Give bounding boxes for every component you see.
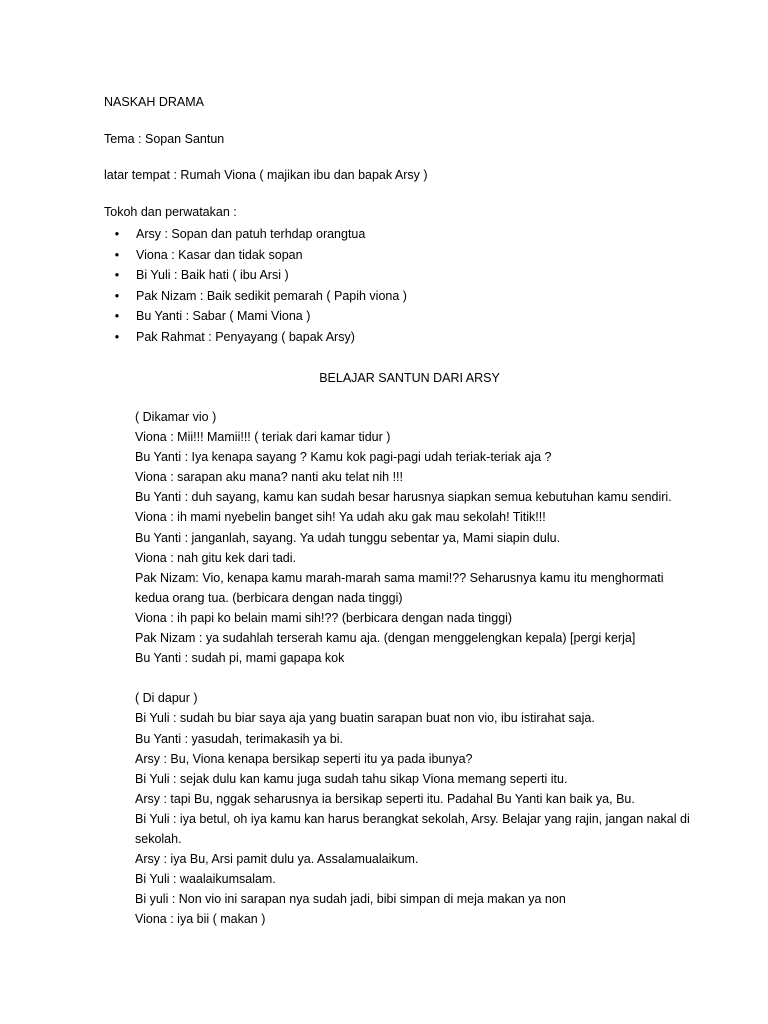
script-body [135,407,695,929]
scene-kitchen [135,688,695,929]
bullet-icon: • [114,288,120,303]
dialogue-line: Arsy : iya Bu, Arsi pamit dulu ya. Assalamualaikum. [135,852,419,867]
character-item [112,288,672,309]
dialogue-line: Viona : ih papi ko belain mami sih!?? (berbicara dengan nada tinggi) [135,610,513,625]
dialogue-line: Pak Nizam : ya sudahlah terserah kamu aja. (dengan menggelengkan kepala) [pergi kerja] [135,631,636,646]
stage-direction: ( Dikamar vio ) [135,410,217,424]
dialogue-line: Bu Yanti : sudah pi, mami gapapa kok [135,651,345,666]
character-text: Viona : Kasar dan tidak sopan [136,247,303,262]
character-list [112,226,672,349]
characters-heading: Tokoh dan perwatakan : [104,204,237,219]
dialogue-line: Viona : nah gitu kek dari tadi. [135,550,296,565]
bullet-icon: • [114,309,120,323]
character-item [112,308,672,329]
character-item [112,247,672,268]
character-text: Arsy : Sopan dan patuh terhdap orangtua [136,227,366,241]
character-text: Bi Yuli : Baik hati ( ibu Arsi ) [136,268,289,282]
dialogue-line: Viona : ih mami nyebelin banget sih! Ya udah aku gak mau sekolah! Titik!!! [135,510,546,525]
document-heading: NASKAH DRAMA [104,95,205,109]
bullet-icon: • [114,247,120,262]
dialogue-line: Bu Yanti : janganlah, sayang. Ya udah tunggu sebentar ya, Mami siapin dulu. [135,530,561,545]
dialogue-line: Bu Yanti : duh sayang, kamu kan sudah besar harusnya siapkan semua kebutuhan kamu sendiri. [135,490,672,505]
dialogue-line: Viona : sarapan aku mana? nanti aku telat nih !!! [135,470,404,485]
character-text: Pak Rahmat : Penyayang ( bapak Arsy) [136,329,355,344]
dialogue-line: Arsy : Bu, Viona kenapa bersikap seperti itu ya pada ibunya? [135,751,473,766]
character-item [112,267,672,288]
dialogue-line: Viona : Mii!!! Mamii!!! ( teriak dari kamar tidur ) [135,430,391,445]
setting-line: latar tempat : Rumah Viona ( majikan ibu dan bapak Arsy ) [104,168,428,182]
scene-divider [135,668,695,688]
dialogue-line: Pak Nizam: Vio, kenapa kamu marah-marah sama mami!?? Seharusnya kamu itu menghormati kedua orang tua. (berbicara dengan nada tinggi) [135,570,664,605]
script-title: BELAJAR SANTUN DARI ARSY [319,371,500,385]
character-text: Bu Yanti : Sabar ( Mami Viona ) [136,309,311,323]
character-item [112,329,672,350]
dialogue-line: Bu Yanti : yasudah, terimakasih ya bi. [135,731,343,746]
bullet-icon: • [114,329,120,344]
bullet-icon: • [114,227,120,241]
dialogue-line: Viona : iya bii ( makan ) [135,912,266,927]
stage-direction: ( Di dapur ) [135,691,198,706]
dialogue-line: Bi Yuli : sejak dulu kan kamu juga sudah tahu sikap Viona memang seperti itu. [135,771,568,786]
dialogue-line: Bi Yuli : iya betul, oh iya kamu kan harus berangkat sekolah, Arsy. Belajar yang rajin, jangan nakal di sekolah. [135,811,690,846]
dialogue-line: Bu Yanti : Iya kenapa sayang ? Kamu kok pagi-pagi udah teriak-teriak aja ? [135,450,552,465]
bullet-icon: • [114,268,120,282]
dialogue-line: Arsy : tapi Bu, nggak seharusnya ia bersikap seperti itu. Padahal Bu Yanti kan baik ya, Bu. [135,791,635,806]
dialogue-line: Bi Yuli : waalaikumsalam. [135,872,276,887]
theme-line: Tema : Sopan Santun [104,131,225,146]
document-meta [104,94,704,240]
dialogue-line: Bi Yuli : sudah bu biar saya aja yang buatin sarapan buat non vio, ibu istirahat saja. [135,711,595,726]
scene-bedroom [135,407,695,668]
character-text: Pak Nizam : Baik sedikit pemarah ( Papih viona ) [136,288,407,303]
character-item [112,226,672,247]
dialogue-line: Bi yuli : Non vio ini sarapan nya sudah jadi, bibi simpan di meja makan ya non [135,892,566,907]
